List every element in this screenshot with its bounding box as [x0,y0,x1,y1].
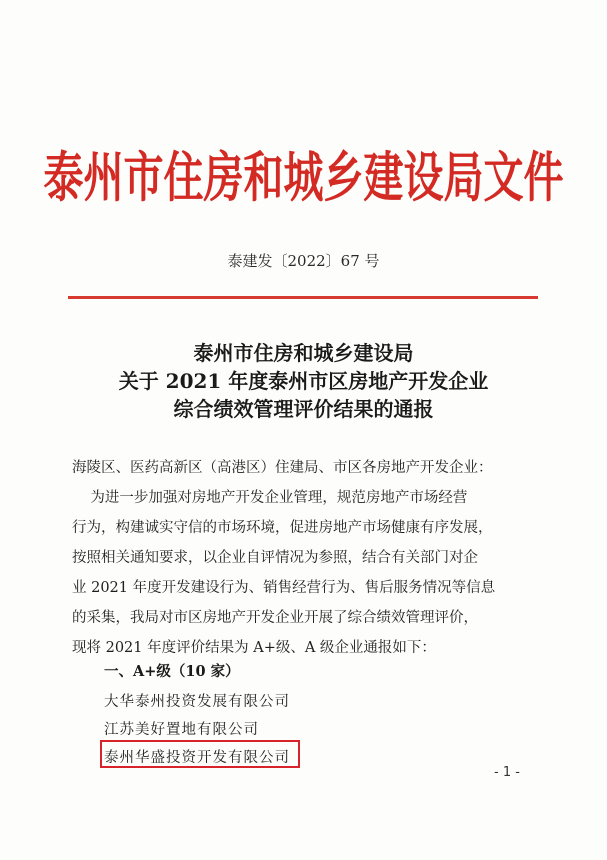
notice-title-line-3: 综合绩效管理评价结果的通报 [173,397,434,421]
document-header-title: 泰州市住房和城乡建设局文件 [43,147,564,210]
paragraph-line: 的采集，我局对市区房地产开发企业开展了综合绩效管理评价， [72,610,478,626]
document-number: 泰建发〔2022〕67 号 [227,252,380,270]
notice-title-line-2: 关于 2021 年度泰州市区房地产开发企业 [118,369,489,393]
salutation: 海陵区、医药高新区（高港区）住建局、市区各房地产开发企业： [72,460,493,476]
paragraph-line: 按照相关通知要求，以企业自评情况为参照，结合有关部门对企 [72,550,478,566]
paragraph-line: 业 2021 年度开发建设行为、销售经营行为、售后服务情况等信息 [72,580,496,596]
highlight-annotation-box [100,740,300,768]
company-list-item-highlighted: 泰州华盛投资开发有限公司 [104,750,290,766]
page-number: - 1 - [494,765,520,780]
header-divider-red-line [68,296,538,299]
notice-title-line-1: 泰州市住房和城乡建设局 [193,341,414,365]
paragraph-line: 现将 2021 年度评价结果为 A+级、A 级企业通报如下： [72,640,436,656]
company-list-item: 江苏美好置地有限公司 [104,722,259,738]
section-heading-a-plus: 一、A+级（10 家） [104,663,240,680]
paragraph-line: 行为，构建诚实守信的市场环境，促进房地产市场健康有序发展， [72,520,493,536]
company-list-item: 大华泰州投资发展有限公司 [104,694,290,710]
paragraph-line: 为进一步加强对房地产开发企业管理，规范房地产市场经营 [72,490,468,506]
